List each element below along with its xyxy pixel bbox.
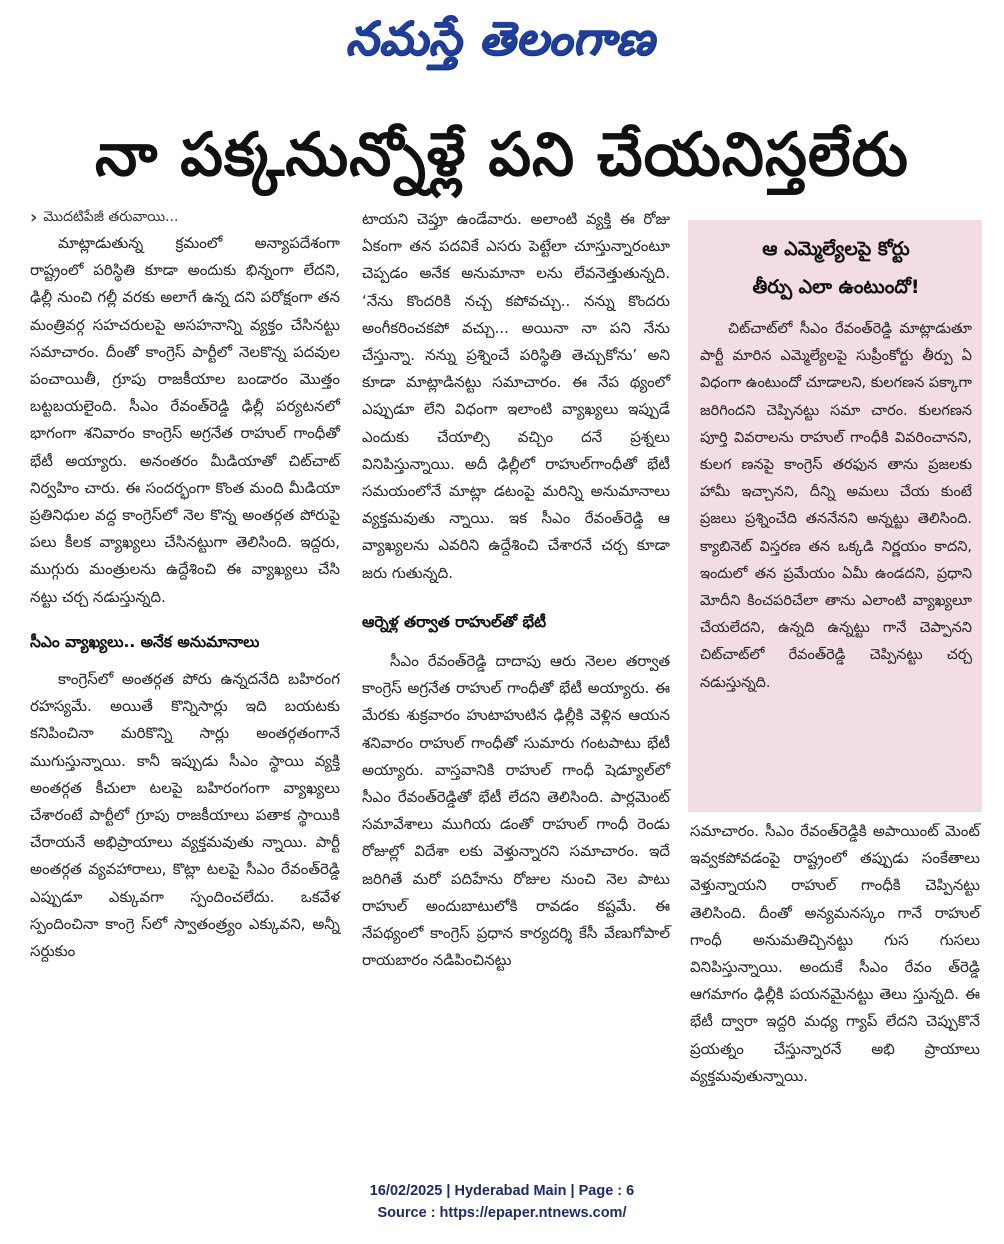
chevron-right-icon: › [30,207,38,229]
article-paragraph: కాంగ్రెస్‌లో అంతర్గత పోరు ఉన్నదనేది బహిరంగ రహస్యమే. అయితే కొన్నిసార్లు ఇది బయటకు కనిపించినా మరికొన్ని సార్లు అంతర్గతంగానే ముగుస్తున్నాయి. కానీ ఇప్పుడు సీఎం స్థాయి వ్యక్తి అంతర్గత కీచులా టలపై బహిరంగంగా వ్యాఖ్యలు చేశారంటే పార్టీలో గ్రూపు రాజకీయాలు పతాక స్థాయికి చేరాయనే అభిప్రాయాలు వ్యక్తమవుతు న్నాయి. పార్టీ అంతర్గత వ్యవహారాలు, కొట్లా టలపై సీఎం రేవంత్‌రెడ్డి ఎప్పుడూ ఎక్కువగా స్పందించలేదు. ఒకవేళ స్పందించినా కాంగ్రె స్‌లో స్వాతంత్ర్యం ఎక్కువని, అన్నీ సర్దుకుం [30,670,340,961]
article-column-1 [30,206,340,965]
article-paragraph: సీఎం రేవంత్‌రెడ్డి దాదాపు ఆరు నెలల తర్వాత కాంగ్రెస్ అగ్రనేత రాహుల్ గాంధీతో భేటీ అయ్యారు. ఈ మేరకు శుక్రవారం హుటాహుటిన ఢిల్లీకి వెళ్లిన ఆయన శనివారం రాహుల్ గాంధీతో సుమారు గంటపాటు భేటీ అయ్యారు. వాస్తవానికి రాహుల్ గాంధీ షెడ్యూల్‌లో సీఎం రేవంత్‌రెడ్డితో భేటీ లేదని తెలిసింది. పార్లమెంట్ సమావేశాలు ముగియ డంతో రాహుల్ గాంధీ రెండు రోజుల్లో విదేశా లకు వెళ్తున్నారని సమాచారం. ఇదే జరిగితే మరో పదిహేను రోజుల నుంచి నెల పాటు రాహుల్ అందుబాటులోకి రావడం కష్టమే. ఈ నేపథ్యంలో కాంగ్రెస్ ప్రధాన కార్యదర్శి కేసీ వేణుగోపాల్ రాయబారం నడిపించినట్టు [362,652,670,970]
continuation-text: మొదటిపేజీ తరువాయి... [43,209,179,226]
article-paragraph: మాట్లాడుతున్న క్రమంలో అన్యాపదేశంగా రాష్ట్రంలో పరిస్థితి కూడా అందుకు భిన్నంగా లేదని, ఢిల్లీ నుంచి గల్లీ వరకు అలాగే ఉన్న దని పరోక్షంగా తన మంత్రివర్గ సహచరులపై అసహనాన్ని వ్యక్తం చేసినట్టు సమాచారం. దీంతో కాంగ్రెస్ పార్టీలో నెలకొన్న పదవుల పంచాయితీ, గ్రూపు రాజకీయాల బండారం మొత్తం బట్టబయలైంది. సీఎం రేవంత్‌రెడ్డి ఢిల్లీ పర్యటనలో భాగంగా శనివారం కాంగ్రెస్ అగ్రనేత రాహుల్ గాంధీతో భేటీ అయ్యారు. అనంతరం మీడియాతో చిట్‌చాట్ నిర్వహిం చారు. ఈ సందర్భంగా కొంత మంది మీడియా ప్రతినిధుల వద్ద కాంగ్రెస్‌లో నెల కొన్న అంతర్గత పోరుపై పలు కీలక వ్యాఖ్యలు చేసినట్టుగా తెలిసింది. ఇద్దరు, ముగ్గురు మంత్రులను ఉద్దేశించి ఈ వ్యాఖ్యలు చేసి నట్టు చర్చ నడుస్తున్నది. [30,234,340,606]
article-column-2 [362,206,670,974]
sidebar-title-line2: తీర్పు ఎలా ఉంటుందో! [752,276,920,298]
continuation-label [30,206,340,230]
sidebar-title-line1: ఆ ఎమ్మెల్యేలపై కోర్టు [762,238,910,260]
article-paragraph: సమాచారం. సీఎం రేవంత్‌రెడ్డికి అపాయింట్ మెంట్ ఇవ్వకపోవడంపై రాష్ట్రంలో తప్పుడు సంకేతాలు వెళ్తున్నాయని రాహుల్ గాంధీకి చెప్పినట్టు తెలిసింది. దీంతో అన్యమనస్కం గానే రాహుల్ గాంధీ అనుమతిచ్చినట్టు గుస గుసలు వినిపిస్తున్నాయి. అందుకే సీఎం రేవం త్‌రెడ్డి ఆగమాగం ఢిల్లీకి పయనమైనట్టు తెలు స్తున్నది. ఈ భేటీ ద్వారా ఇద్దరి మధ్య గ్యాప్ లేదని చెప్పుకొనే ప్రయత్నం చేస్తున్నారనే అభి ప్రాయాలు వ్యక్తమవుతున్నాయి. [690,822,980,1085]
masthead-logo: నమస్తే తెలంగాణ [345,11,655,65]
edition-info: 16/02/2025 | Hyderabad Main | Page : 6 [369,1183,635,1199]
subheading: ఆర్నెళ్ల తర్వాత రాహుల్‌తో భేటీ [362,612,547,631]
sidebar-body: చిట్‌చాట్‌లో సీఎం రేవంత్‌రెడ్డి మాట్లాడుతూ పార్టీ మారిన ఎమ్మెల్యేలపై సుప్రీంకోర్టు తీర్పు ఏ విధంగా ఉంటుందో చూడాలని, కులగణన పక్కాగా జరిగిందని చెప్పినట్టు సమా చారం. కులగణన పూర్తి వివరాలను రాహుల్ గాంధీకి వివరించానని, కులగ ణనపై కాంగ్రెస్ తరఫున తాను ప్రజలకు హామీ ఇచ్చానని, దీన్ని అమలు చేయ కుంటే ప్రజలు ప్రశ్నించేది తననేనని అన్నట్టు తెలిసింది. క్యాబినెట్ విస్తరణ తన ఒక్కడి నిర్ణయం కాదని, ఇందులో తన ప్రమేయం ఏమీ ఉండదని, ప్రధాని మోదీని కించపరిచేలా తాను ఎలాంటి వ్యాఖ్యలూ చేయలేదని, ఉన్నది ఉన్నట్టు గానే చెప్పానని చిట్‌చాట్‌లో రేవంత్‌రెడ్డి చెప్పినట్టు చర్చ నడుస్తున్నది. [700,321,972,691]
subheading: సీఎం వ్యాఖ్యలు.. అనేక అనుమానాలు [30,632,260,651]
headline: నా పక్కనున్నోళ్లే పని చేయనిస్తలేరు [95,120,909,190]
article-column-3 [690,818,980,1090]
source-link: Source : https://epaper.ntnews.com/ [377,1205,627,1221]
page-footer [0,1180,1004,1224]
article-paragraph: టాయని చెప్తూ ఉండేవారు. అలాంటి వ్యక్తి ఈ రోజు ఏకంగా తన పదవికే ఎసరు పెట్టేలా చూస్తున్నారంటూ చెప్పడం అనేక అనుమానా లను లేవనెత్తుతున్నది. ‘నేను కొందరికి నచ్చ కపోవచ్చు.. నన్ను కొందరు అంగీకరించకపో వచ్చు... అయినా నా పని నేను చేస్తున్నా. నన్ను ప్రశ్నించే పరిస్థితి తెచ్చుకోను’ అని కూడా మాట్లాడినట్టు సమాచారం. ఈ నేప థ్యంలో ఎప్పుడూ లేని విధంగా ఇలాంటి వ్యాఖ్యలు ఇప్పుడే ఎందుకు చేయాల్సి వచ్చిం దనే ప్రశ్నలు వినిపిస్తున్నాయి. అదీ ఢిల్లీలో రాహుల్‌గాంధీతో భేటీ సమయంలోనే మాట్లా డటంపై మరిన్ని అనుమానాలు వ్యక్తమవుతు న్నాయి. ఇక సీఎం రేవంత్‌రెడ్డి ఆ వ్యాఖ్యలను ఎవరిని ఉద్దేశించి చేశారనే చర్చ కూడా జరు గుతున్నది. [362,210,670,582]
sidebar-box [688,220,982,812]
